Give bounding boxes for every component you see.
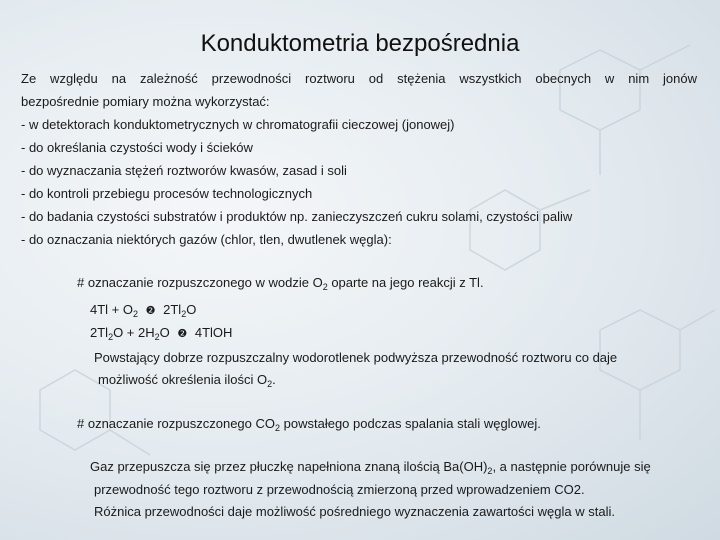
use-item: - do określania czystości wody i ścieków — [21, 140, 253, 155]
intro-line-2: bezpośrednie pomiary można wykorzystać: — [21, 94, 270, 109]
carbon-line-2: przewodność tego roztworu z przewodnością zmierzoną przed wprowadzeniem CO2. — [94, 482, 585, 497]
use-item: - w detektorach konduktometrycznych w chromatografii cieczowej (jonowej) — [21, 117, 455, 132]
oxygen-note-line-1: Powstający dobrze rozpuszczalny wodorotlenek podwyższa przewodność roztworu co daje — [94, 350, 618, 365]
carbon-line-1: Gaz przepuszcza się przez płuczkę napełniona znaną ilością $Ba(OH)_2$, a następnie porównuje się — [90, 459, 651, 476]
reaction-arrow-icon: ❷ — [177, 328, 188, 340]
use-item: - do wyznaczania stężeń roztworów kwasów, zasad i soli — [21, 163, 347, 178]
oxygen-equation-1: $4Tl + O_2$ ❷ $2Tl_2O$ — [90, 302, 197, 319]
use-item: - do kontroli przebiegu procesów technologicznych — [21, 186, 313, 201]
carbon-heading: # oznaczanie rozpuszczonego $CO_2$ powstałego podczas spalania stali węglowej. — [77, 416, 541, 433]
oxygen-note-line-2: możliwość określenia ilości $O_2$. — [98, 372, 276, 389]
intro-line-1: Ze względu na zależność przewodności roztworu od stężenia wszystkich obecnych w nim jonów — [21, 71, 697, 86]
slide-title: Konduktometria bezpośrednia — [200, 30, 520, 57]
use-item: - do badania czystości substratów i produktów np. zanieczyszczeń cukru solami, czystości paliw — [21, 209, 573, 224]
reaction-arrow-icon: ❷ — [145, 305, 156, 317]
use-item: - do oznaczania niektórych gazów (chlor, tlen, dwutlenek węgla): — [21, 232, 392, 247]
oxygen-heading: # oznaczanie rozpuszczonego w wodzie $O_2$ oparte na jego reakcji z Tl. — [77, 275, 484, 292]
oxygen-equation-2: $2Tl_2O + 2H_2O$ ❷ 4TlOH — [90, 325, 233, 342]
carbon-line-3: Różnica przewodności daje możliwość pośredniego wyznaczenia zawartości węgla w stali. — [94, 504, 615, 519]
